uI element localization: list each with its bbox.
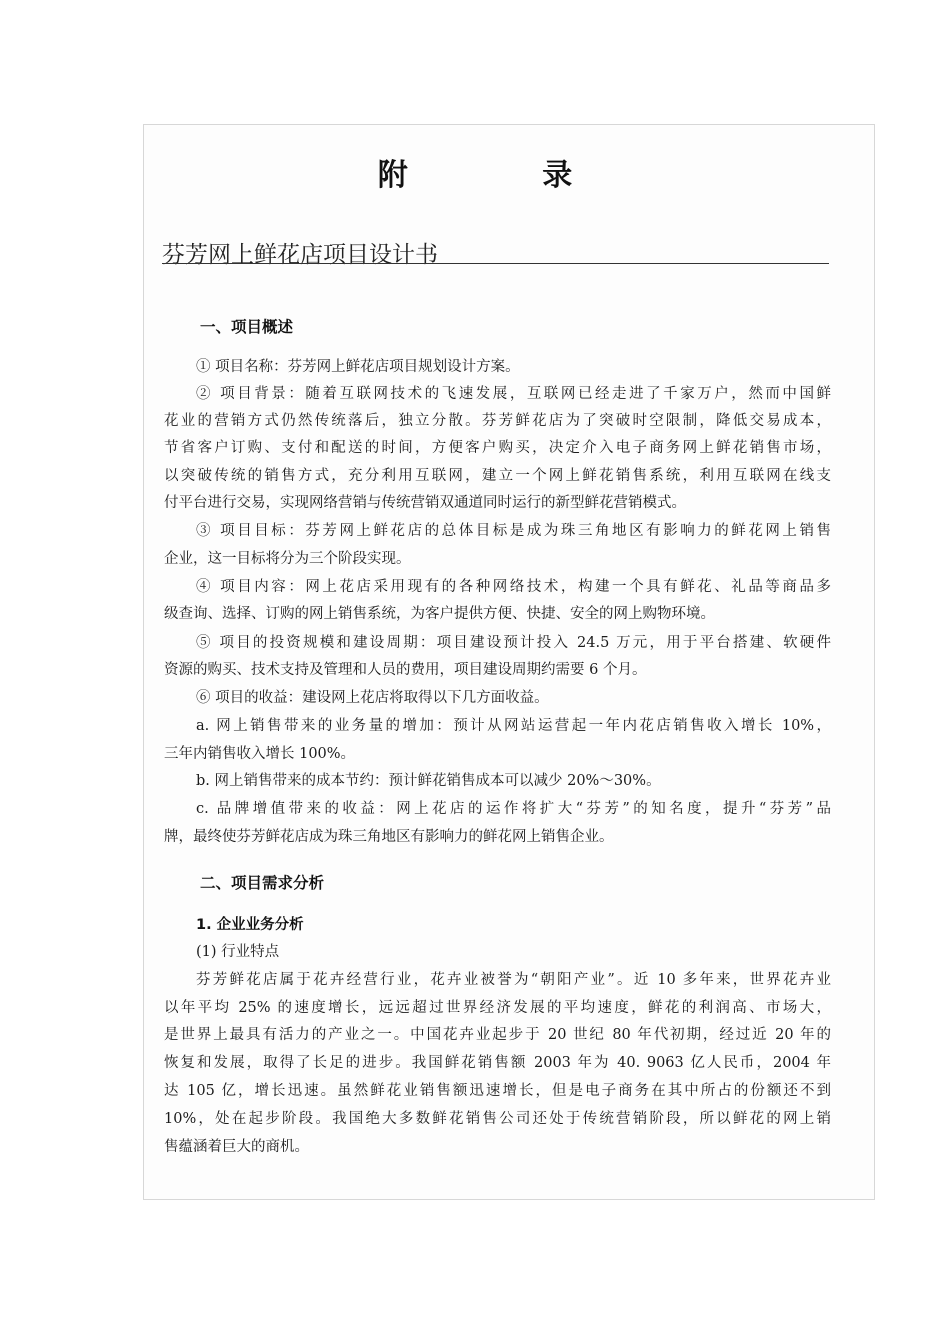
paragraph-line: ⑥ 项目的收益：建设网上花店将取得以下几方面收益。 <box>196 690 549 706</box>
paragraph-line: 牌，最终使芬芳鲜花店成为珠三角地区有影响力的鲜花网上销售企业。 <box>164 829 614 845</box>
paragraph-line: b. 网上销售带来的成本节约：预计鲜花销售成本可以减少 20%～30%。 <box>196 773 661 789</box>
subsection-heading: 1. 企业业务分析 <box>196 917 304 933</box>
paragraph-line: 售蕴涵着巨大的商机。 <box>164 1139 309 1155</box>
paragraph-line: ④ 项目内容：网上花店采用现有的各种网络技术，构建一个具有鲜花、礼品等商品多 <box>196 579 831 595</box>
paragraph-line: 资源的购买、技术支持及管理和人员的费用，项目建设周期约需要 6 个月。 <box>164 662 647 678</box>
paragraph-line: 以突破传统的销售方式，充分利用互联网，建立一个网上鲜花销售系统，利用互联网在线支 <box>164 468 831 484</box>
appendix-title: 附 录 <box>377 158 635 193</box>
title-underline <box>162 263 829 264</box>
paragraph-line: ⑤ 项目的投资规模和建设周期：项目建设预计投入 24.5 万元，用于平台搭建、软硬件 <box>196 635 831 651</box>
paragraph-line: 花业的营销方式仍然传统落后，独立分散。芬芳鲜花店为了突破时空限制，降低交易成本， <box>164 413 831 429</box>
paragraph-line: ③ 项目目标：芬芳网上鲜花店的总体目标是成为珠三角地区有影响力的鲜花网上销售 <box>196 523 831 539</box>
paragraph-line: 级查询、选择、订购的网上销售系统，为客户提供方便、快捷、安全的网上购物环境。 <box>164 606 715 622</box>
paragraph-line: 10%，处在起步阶段。我国绝大多数鲜花销售公司还处于传统营销阶段，所以鲜花的网上销 <box>164 1111 831 1127</box>
paragraph-line: 达 105 亿，增长迅速。虽然鲜花业销售额迅速增长，但是电子商务在其中所占的份额还不到 <box>164 1083 831 1099</box>
paragraph-line: a. 网上销售带来的业务量的增加：预计从网站运营起一年内花店销售收入增长 10%， <box>196 718 831 734</box>
list-item-heading: (1) 行业特点 <box>196 944 280 960</box>
paragraph-line: 以年平均 25% 的速度增长，远远超过世界经济发展的平均速度，鲜花的利润高、市场大， <box>164 1000 831 1016</box>
paragraph-line: 节省客户订购、支付和配送的时间，方便客户购买，决定介入电子商务网上鲜花销售市场， <box>164 440 831 456</box>
paragraph-line: 恢复和发展，取得了长足的进步。我国鲜花销售额 2003 年为 40. 9063 亿人民币，2004 年 <box>164 1055 831 1071</box>
paragraph-line: 企业，这一目标将分为三个阶段实现。 <box>164 551 411 567</box>
paragraph-line: 是世界上最具有活力的产业之一。中国花卉业起步于 20 世纪 80 年代初期，经过近 20 年的 <box>164 1027 831 1043</box>
section-heading-requirements: 二、项目需求分析 <box>200 874 325 892</box>
paragraph-line: ① 项目名称：芬芳网上鲜花店项目规划设计方案。 <box>196 359 520 375</box>
document-title: 芬芳网上鲜花店项目设计书 <box>162 242 438 268</box>
paragraph-line: 三年内销售收入增长 100%。 <box>164 746 356 762</box>
paragraph-line: 芬芳鲜花店属于花卉经营行业，花卉业被誉为“朝阳产业”。近 10 多年来，世界花卉业 <box>196 972 831 988</box>
section-heading-overview: 一、项目概述 <box>200 318 294 336</box>
paragraph-line: c. 品牌增值带来的收益：网上花店的运作将扩大“芬芳”的知名度，提升“芬芳”品 <box>196 801 831 817</box>
paragraph-line: ② 项目背景：随着互联网技术的飞速发展，互联网已经走进了千家万户，然而中国鲜 <box>196 386 831 402</box>
paragraph-line: 付平台进行交易，实现网络营销与传统营销双通道同时运行的新型鲜花营销模式。 <box>164 495 686 511</box>
